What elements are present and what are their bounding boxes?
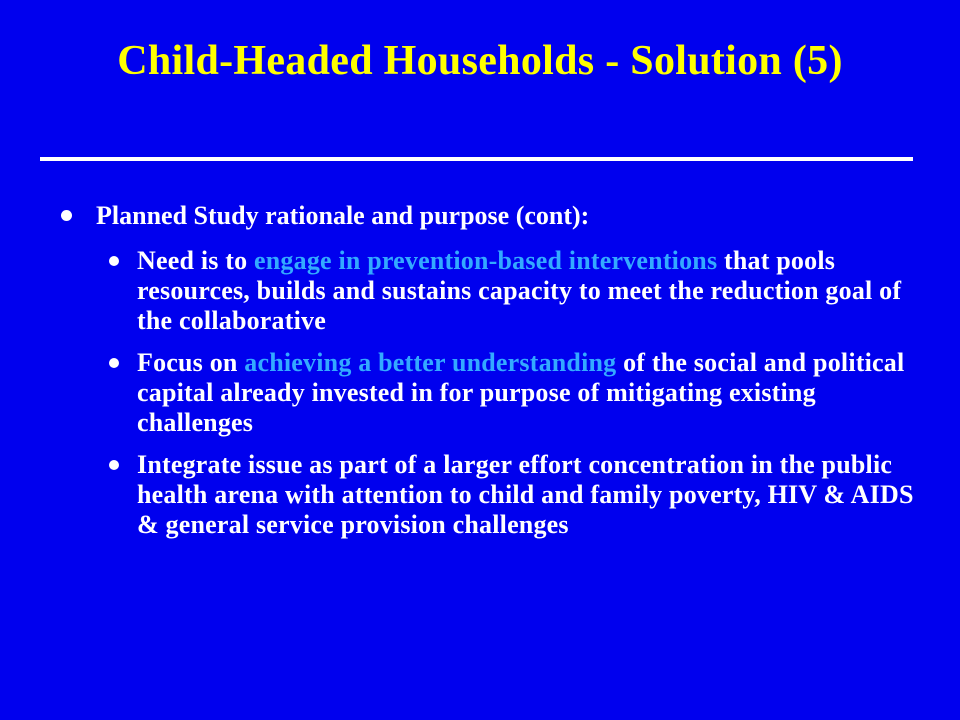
sub-bullet-3-text: Integrate issue as part of a larger effort concentration in the public health arena with attention to child and family poverty, HIV & AIDS & general service provision challenges	[137, 450, 914, 539]
slide-title: Child-Headed Households - Solution (5)	[117, 38, 843, 84]
main-bullet-text: Planned Study rationale and purpose (cont):	[96, 201, 590, 230]
bullet-dot-icon	[109, 460, 119, 470]
sub-bullet-2	[100, 348, 920, 438]
bullet-dot-icon	[109, 256, 119, 266]
sub-bullet-2-text: Focus on achieving a better understanding of the social and political capital already invested in for purpose of mitigating existing challenges	[137, 348, 905, 437]
bullet-dot-icon	[109, 358, 119, 368]
sub-bullet-3	[100, 450, 920, 540]
title-divider	[40, 157, 913, 161]
main-bullet	[60, 198, 920, 234]
highlight-text: engage in prevention-based interventions	[254, 246, 718, 275]
bullet-dot-icon	[61, 210, 72, 221]
sub-bullet-1	[100, 246, 920, 336]
sub-bullet-1-text: Need is to engage in prevention-based interventions that pools resources, builds and sustains capacity to meet the reduction goal of the collaborative	[137, 246, 902, 335]
highlight-text: achieving a better understanding	[244, 348, 617, 377]
sub-bullet-list	[100, 246, 920, 540]
slide-content	[60, 198, 920, 552]
